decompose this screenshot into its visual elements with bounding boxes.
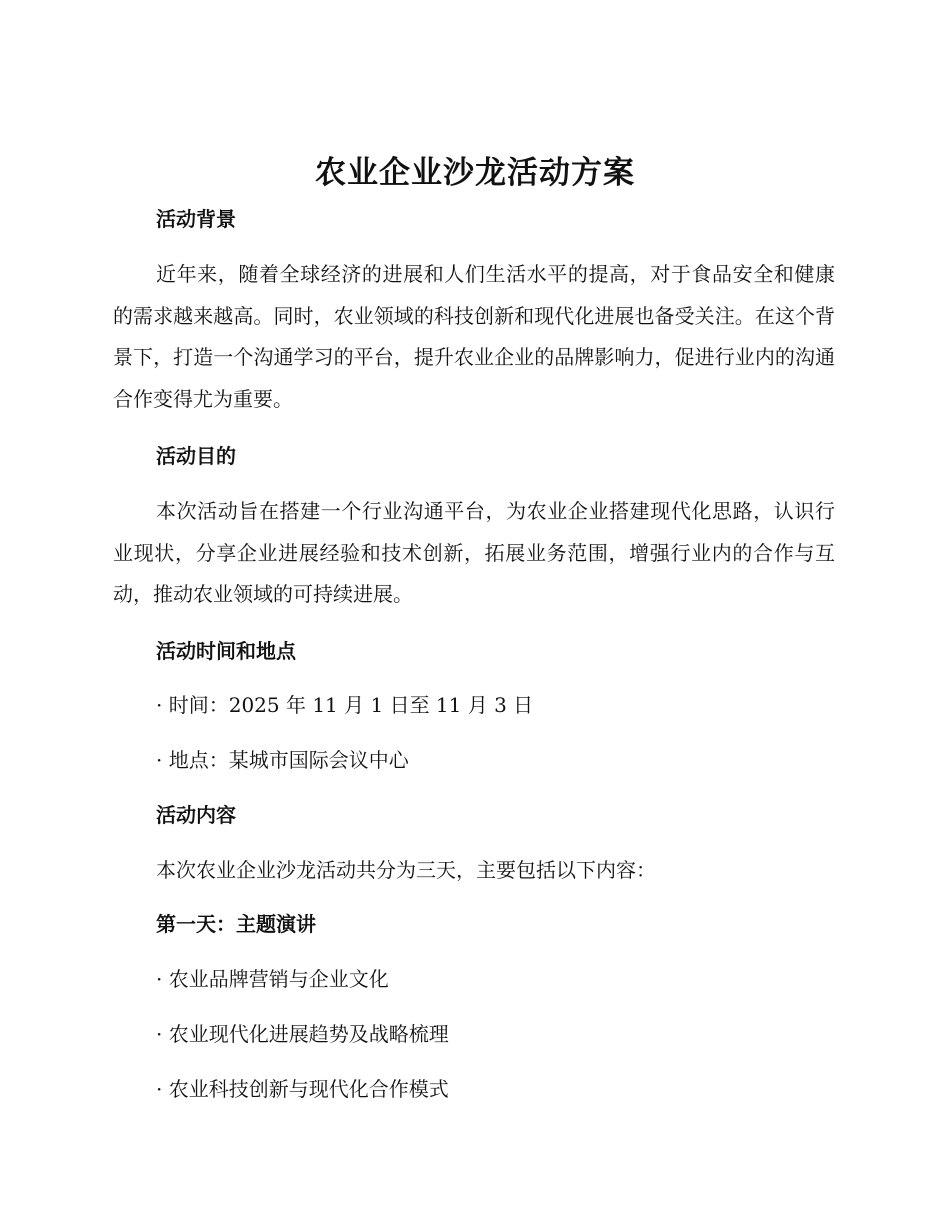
section-content-heading-block [113, 799, 835, 831]
section-heading-content: 活动内容 [156, 803, 236, 827]
section-time-place-heading-block [113, 635, 835, 667]
section-purpose-paragraph-block [113, 491, 835, 616]
section-purpose-heading-block [113, 440, 835, 472]
subheading-day1: 第一天：主题演讲 [156, 912, 316, 936]
list-item-time: · 时间：2025 年 11 月 1 日至 11 月 3 日 [156, 693, 534, 717]
day1-item-3-block [113, 1073, 835, 1105]
content-intro: 本次农业企业沙龙活动共分为三天，主要包括以下内容： [156, 858, 656, 882]
list-item-day1-2: · 农业现代化进展趋势及战略梳理 [156, 1022, 449, 1046]
document-title: 农业企业沙龙活动方案 [315, 155, 635, 191]
time-item-block [113, 689, 835, 721]
place-item-block [113, 744, 835, 776]
purpose-paragraph: 本次活动旨在搭建一个行业沟通平台，为农业企业搭建现代化思路，认识行业现状，分享企业进展经验和技术创新，拓展业务范围，增强行业内的合作与互动，推动农业领域的可持续进展。 [113, 499, 835, 606]
list-item-day1-1: · 农业品牌营销与企业文化 [156, 967, 389, 991]
section-background-heading-block [113, 203, 835, 235]
list-item-place: · 地点：某城市国际会议中心 [156, 748, 409, 772]
section-heading-background: 活动背景 [156, 207, 236, 231]
list-item-day1-3: · 农业科技创新与现代化合作模式 [156, 1077, 449, 1101]
background-paragraph: 近年来，随着全球经济的进展和人们生活水平的提高，对于食品安全和健康的需求越来越高。同时，农业领域的科技创新和现代化进展也备受关注。在这个背景下，打造一个沟通学习的平台，提升农业企业的品牌影响力，促进行业内的沟通合作变得尤为重要。 [113, 262, 835, 411]
day1-heading-block [113, 908, 835, 940]
section-heading-time-place: 活动时间和地点 [156, 639, 296, 663]
day1-item-2-block [113, 1018, 835, 1050]
section-heading-purpose: 活动目的 [156, 444, 236, 468]
section-background-paragraph-block [113, 254, 835, 420]
day1-item-1-block [113, 963, 835, 995]
content-intro-block [113, 854, 835, 886]
